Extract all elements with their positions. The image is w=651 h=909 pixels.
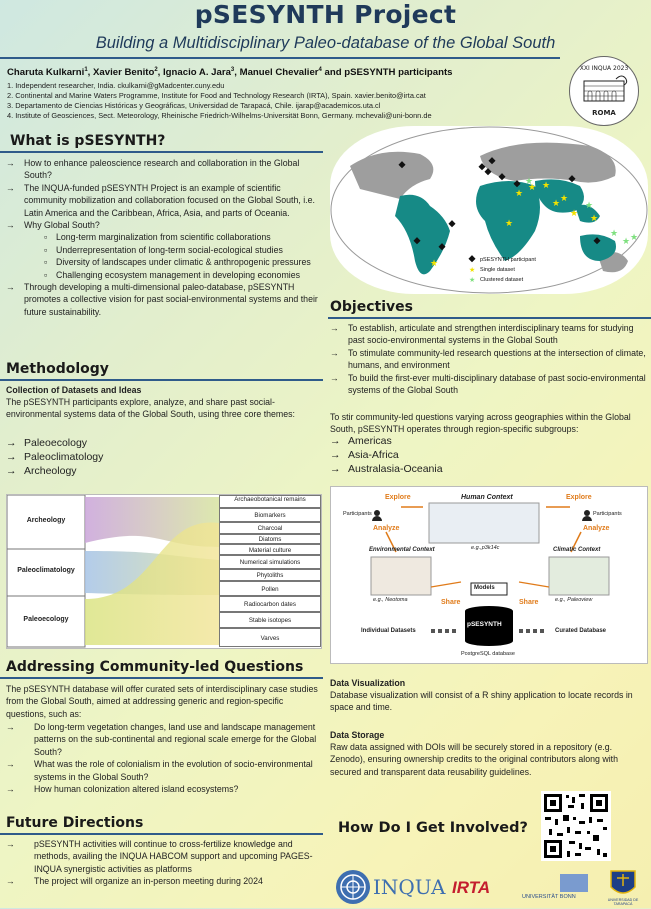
workflow-diagram: [330, 486, 648, 664]
storage-heading: Data Storage: [330, 730, 385, 740]
analyze-label: Analyze: [583, 525, 610, 532]
objectives-list: [330, 322, 646, 396]
list-item: → To establish, articulate and strengthen interdisciplinary teams for studying past socio-environmental systems in the Global South: [330, 323, 634, 346]
region-list: [330, 434, 443, 476]
svg-text:★: ★: [622, 236, 631, 246]
share-label: Share: [519, 599, 539, 606]
svg-text:★: ★: [590, 213, 599, 223]
legend-single-icon: ★: [469, 267, 476, 274]
storage-text: Raw data assigned with DOIs will be securely stored in a repository (e.g. Zenodo), ensuring ownership credits to the original contributors along with secured and transparent data reusability guidelines.: [330, 742, 619, 777]
addressing-text: The pSESYNTH database will offer curated sets of interdisciplinary case studies from the Global South, aimed at addressing generic and region-specific questions, such as:: [6, 684, 318, 719]
section-divider: [0, 833, 323, 835]
list-item: → Americas: [330, 435, 392, 447]
author-list: Charuta Kulkarni$^1$, Xavier Benito$^2$, Ignacio A. Jara$^3$, Manuel Chevalier$^4$ and pSESYNTH participants: [7, 67, 453, 79]
list-item: ▫ Diversity of landscapes under climatic & anthropogenic pressures: [44, 257, 311, 268]
poster-title: pSESYNTH Project: [194, 0, 457, 29]
addressing-heading: Addressing Community-led Questions: [6, 659, 304, 675]
affiliation: 3. Departamento de Ciencias Históricas y Geográficas, Universidad de Tarapacá, Chile. ijarap@academicos.uta.cl: [7, 101, 381, 110]
legend-label: Single dataset: [480, 267, 515, 273]
list-item: → Through developing a multi-dimensional paleo-database, pSESYNTH promotes a collective vision for past social-environmental systems and their future sustainability.: [6, 282, 318, 317]
objectives-text: To stir community-led questions varying across geographies within the Global South, pSESYNTH operates through region-specific subgroups:: [330, 412, 631, 435]
author-name: Manuel Chevalier: [239, 67, 319, 79]
legend-label: Clustered dataset: [480, 277, 524, 283]
inqua-emblem-icon: [336, 870, 370, 904]
affiliation: 2. Continental and Marine Waters Programme, Institute for Food and Technology Research (IRTA), Spain. xavier.benito@irta.cat: [7, 91, 426, 100]
participants-label: Participants: [593, 511, 622, 517]
sankey-target-label: Charcoal: [219, 522, 321, 534]
section-divider: [0, 151, 323, 153]
involved-heading: How Do I Get Involved?: [338, 820, 528, 836]
section-divider: [0, 379, 323, 381]
affiliation: 4. Institute of Geosciences, Sect. Meteorology, Rheinische Friedrich-Wilhelms-Universität Bonn, Germany. mchevali@uni-bonn.de: [7, 111, 432, 120]
svg-text:★: ★: [505, 218, 514, 228]
sankey-diagram: [6, 494, 322, 649]
bonn-logo: UNIVERSITÄT BONN: [522, 872, 590, 904]
sankey-target-label: Stable isotopes: [219, 612, 321, 628]
inqua-logo: INQUA: [373, 875, 446, 899]
inqua-roma-logo: [569, 56, 639, 126]
theme-list: [6, 436, 103, 478]
author-name: Charuta Kulkarni: [7, 67, 85, 79]
sankey-source-label: Paleoclimatology: [17, 567, 75, 574]
env-context-label: Environmental Context: [369, 547, 435, 553]
methodology-text: The pSESYNTH participants explore, analyze, and share past social-environmental systems data of the Global South, using three core themes:: [6, 397, 295, 420]
svg-text:★: ★: [570, 208, 579, 218]
svg-text:★: ★: [560, 193, 569, 203]
addressing-list: [6, 721, 322, 795]
human-context-label: Human Context: [461, 494, 513, 501]
list-item: ▫ Underrepresentation of long-term social-ecological studies: [44, 244, 283, 255]
uta-logo: UNIVERSIDAD DE TARAPACÁ: [606, 868, 640, 906]
section-divider: [0, 677, 323, 679]
sankey-source-label: Paleoecology: [23, 616, 69, 623]
list-item: → Why Global South?: [6, 220, 100, 231]
list-item: → The project will organize an in-person meeting during 2024: [6, 876, 263, 887]
postgres-label: PostgreSQL database: [461, 651, 515, 657]
svg-text:★: ★: [610, 228, 619, 238]
models-label: Models: [474, 585, 495, 591]
list-item: → How human colonization altered island ecosystems?: [6, 784, 239, 795]
list-item: → To stimulate community-led research questions at the intersection of climate, humans, and environment: [330, 347, 646, 371]
header-divider: [0, 57, 560, 59]
participants-label: Participants: [343, 511, 372, 517]
author-name: Xavier Benito: [93, 67, 155, 79]
list-item: → Do long-term vegetation changes, land use and landscape management patterns on the sub-continental and regional scale emerge for the Global South?: [6, 722, 317, 757]
sankey-target-label: Phytoliths: [219, 569, 321, 581]
list-item: → The INQUA-funded pSESYNTH Project is an example of scientific community mobilization and collaboration focused on the Global South, i.e. Latin America and the Caribbean, Africa, Asia, and parts of Oceania.: [6, 182, 315, 218]
list-item: → Paleoecology: [6, 437, 88, 449]
svg-text:★: ★: [542, 180, 551, 190]
svg-text:★: ★: [528, 182, 537, 192]
list-item: ▫ Long-term marginalization from scientific collaborations: [44, 232, 271, 243]
poster-subtitle: Building a Multidisciplinary Paleo-database of the Global South: [95, 34, 556, 52]
svg-text:★: ★: [430, 258, 439, 268]
individual-datasets-label: Individual Datasets: [361, 628, 416, 634]
sankey-target-label: Archaeobotanical remains: [219, 495, 321, 508]
sankey-target-label: Pollen: [219, 581, 321, 596]
logo-bottom-text: ROMA: [592, 109, 616, 117]
dataviz-text: Database visualization will consist of a R shiny application to locate records in space and time.: [330, 690, 633, 713]
svg-text:★: ★: [630, 232, 639, 242]
sankey-target-label: Material culture: [219, 544, 321, 555]
list-item: → What was the role of colonialism in the evolution of socio-environmental systems in the Global South?: [6, 759, 313, 782]
list-item: → Paleoclimatology: [6, 451, 104, 463]
what-heading: What is pSESYNTH?: [10, 133, 166, 149]
share-label: Share: [441, 599, 461, 606]
analyze-label: Analyze: [373, 525, 400, 532]
methodology-heading: Methodology: [6, 361, 109, 377]
clim-context-example: e.g., Paleoview: [555, 597, 593, 603]
logo-top-text: XXI INQUA 2023: [579, 65, 629, 72]
sankey-target-label: Diatoms: [219, 534, 321, 544]
svg-text:★: ★: [515, 188, 524, 198]
svg-text:★: ★: [552, 198, 561, 208]
list-item: → Asia-Africa: [330, 449, 399, 461]
database-label: pSESYNTH: [467, 621, 502, 628]
curated-database-label: Curated Database: [555, 628, 607, 634]
sankey-source-label: Archeology: [26, 517, 66, 524]
sankey-target-label: Numerical simulations: [219, 555, 321, 569]
world-map: [330, 126, 648, 294]
list-item: → pSESYNTH activities will continue to cross-fertilize knowledge and methods, availing the INQUA HABCOM support and upcoming PAGES-INQUA synergistic activities as platforms: [6, 839, 313, 874]
list-item: → How to enhance paleoscience research and collaboration in the Global South?: [6, 158, 300, 181]
list-item: → To build the first-ever multi-disciplinary database of past socio-environmental systems of the Global South: [330, 372, 646, 396]
list-item: → Australasia-Oceania: [330, 463, 443, 475]
svg-text:★: ★: [585, 200, 594, 210]
human-context-example: e.g.,p3k14c: [471, 545, 500, 551]
irta-logo: IRTA: [452, 878, 491, 897]
sankey-target-label: Varves: [219, 628, 321, 647]
dataviz-heading: Data Visualization: [330, 678, 406, 688]
methodology-subheading: Collection of Datasets and Ideas: [6, 385, 142, 395]
explore-label: Explore: [566, 494, 592, 501]
clim-context-label: Climatic Context: [553, 547, 601, 553]
explore-label: Explore: [385, 494, 411, 501]
sankey-target-label: Radiocarbon dates: [219, 596, 321, 612]
section-divider: [328, 317, 651, 319]
future-list: [6, 838, 322, 888]
future-heading: Future Directions: [6, 815, 144, 831]
objectives-heading: Objectives: [330, 299, 413, 315]
list-item: ▫ Challenging ecosystem management in developing economies: [44, 269, 301, 280]
legend-cluster-icon: ★: [469, 277, 476, 284]
author-name: Ignacio A. Jara: [163, 67, 231, 79]
legend-label: pSESYNTH participant: [480, 257, 536, 263]
what-list: [6, 157, 324, 318]
list-item: → Archeology: [6, 465, 77, 477]
svg-text:★: ★: [525, 176, 534, 186]
sankey-target-label: Biomarkers: [219, 508, 321, 522]
qr-code[interactable]: [541, 791, 611, 861]
env-context-example: e.g., Neotoma: [373, 597, 408, 603]
affiliation: 1. Independent researcher, India. ckulkarni@gMadcenter.cuny.edu: [7, 81, 225, 90]
